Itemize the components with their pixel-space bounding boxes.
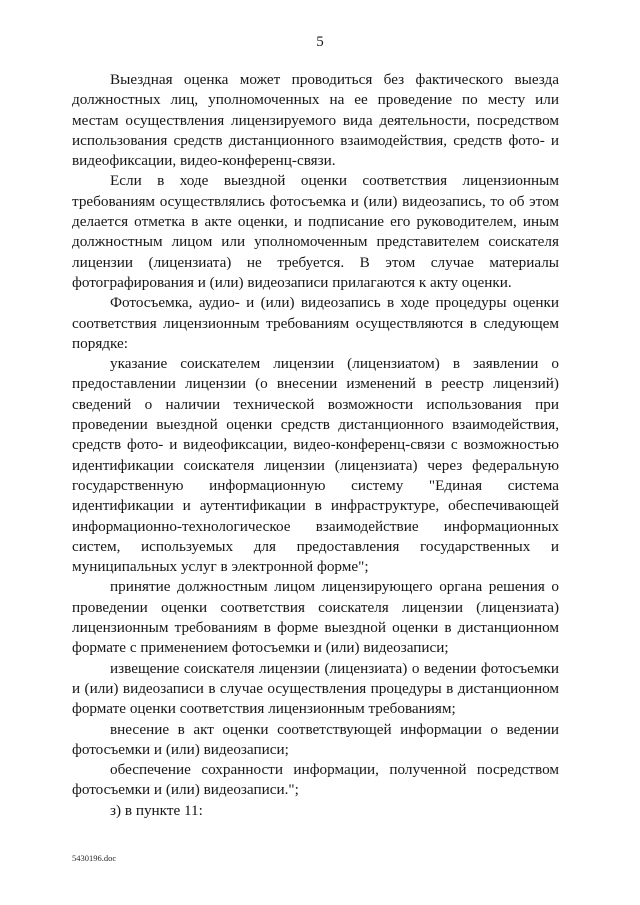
page-number: 5 bbox=[316, 34, 324, 50]
list-item-act-entry: внесение в акт оценки соответствующей информации о ведении фотосъемки и (или) видеозаписи; bbox=[72, 720, 559, 758]
list-item-application-info: указание соискателем лицензии (лицензиатом) в заявлении о предоставлении лицензии (о внесении изменений в реестр лицензий) сведений о наличии технической возможности использования при проведении выездной оценки средств дистанционного взаимодействия, средств фото- и видеофиксации, видео-конференц-связи с возможностью идентификации соискателя лицензии (лицензиата) через федеральную государственную информационную систему "Единая система идентификации и аутентификации в инфраструктуре, обеспечивающей информационно-технологическое взаимодействие информационных систем, используемых для предоставления государственных и муниципальных услуг в электронной форме"; bbox=[72, 355, 559, 576]
paragraph-photo-video-note: Если в ходе выездной оценки соответствия лицензионным требованиям осуществлялись фотосъемка и (или) видеозапись, то об этом делается отметка в акте оценки, и подписание его руководителем, иным должностным лицом или уполномоченным представителем соискателя лицензии (лицензиата) не требуется. В этом случае материалы фотографирования и (или) видеозаписи прилагаются к акту оценки. bbox=[72, 172, 559, 291]
document-file-id: 5430196.doc bbox=[72, 853, 117, 863]
list-item-decision: принятие должностным лицом лицензирующего органа решения о проведении оценки соответствия соискателя лицензии (лицензиата) лицензионным требованиям в форме выездной оценки в дистанционном формате с применением фотосъемки и (или) видеозаписи; bbox=[72, 578, 559, 657]
document-body bbox=[72, 70, 559, 821]
list-item-notification: извещение соискателя лицензии (лицензиата) о ведении фотосъемки и (или) видеозаписи в случае осуществления процедуры в дистанционном формате оценки соответствия лицензионным требованиям; bbox=[72, 659, 559, 718]
paragraph-procedure-intro: Фотосъемка, аудио- и (или) видеозапись в ходе процедуры оценки соответствия лицензионным требованиям осуществляются в следующем порядке: bbox=[72, 294, 559, 352]
list-item-data-preservation: обеспечение сохранности информации, полученной посредством фотосъемки и (или) видеозаписи."; bbox=[72, 761, 559, 799]
paragraph-clause-11: з) в пункте 11: bbox=[110, 801, 203, 819]
paragraph-remote-assessment: Выездная оценка может проводиться без фактического выезда должностных лиц, уполномоченных на ее проведение по месту или местам осуществления лицензируемого вида деятельности, посредством использования средств дистанционного взаимодействия, средств фото- и видеофиксации, видео-конференц-связи. bbox=[72, 71, 559, 170]
